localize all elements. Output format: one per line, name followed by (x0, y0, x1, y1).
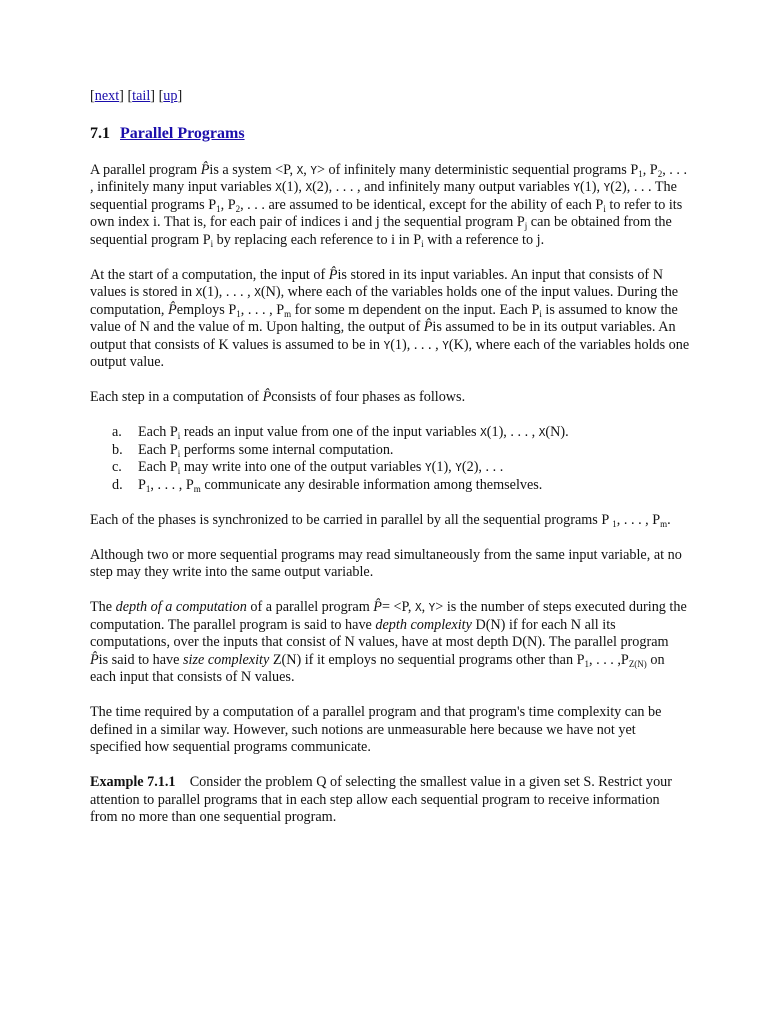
list-item: b. Each $P_i$ performs some internal computation. (112, 441, 394, 459)
paragraph-phases-intro: Each step in a computation of P̂consists of four phases as follows. (90, 389, 466, 405)
up-link[interactable]: up (163, 88, 178, 104)
document-body (90, 88, 690, 844)
example-label: Example 7.1.1 (90, 774, 176, 790)
section-title-link[interactable]: Parallel Programs (120, 124, 245, 142)
nav-separator: ] [ (150, 88, 164, 104)
phase-list (90, 424, 690, 494)
list-item: c. Each $P_i$ may write into one of the output variables Y(1), Y(2), . . . (112, 459, 504, 476)
paragraph-input-output: At the start of a computation, the input of P̂is stored in its input variables. An input that consists of N values is stored in X(1), . . . , X(N), where each of the variables holds one of the input values. During the computation, P̂employs $P_1$, . . . , $P_m$ for some m dependent on the input. Each $P_i$ is assumed to know the value of N and the value of m. Upon halting, the output of P̂is assumed to be in its output variables. An output that consists of K values is assumed to be in Y(1), . . . , Y(K), where each of the variables holds one output value. (90, 266, 690, 370)
paragraph-read-write: Although two or more sequential programs may read simultaneously from the same input variable, at no step may they write into the same output variable. (90, 546, 682, 580)
nav-bracket: ] (177, 88, 183, 104)
paragraph-time-complexity: The time required by a computation of a parallel program and that program's time complexity can be defined in a similar way. However, such notions are unmeasurable here because we have not yet specified how sequential programs communicate. (90, 704, 662, 755)
nav-bracket: [ (90, 88, 95, 104)
paragraph-definition: A parallel program P̂is a system <P, X, Y> of infinitely many deterministic sequential programs $P_1$, $P_2$, . . . , infinitely many input variables X(1), X(2), . . . , and infinitely many output variables Y(1), Y(2), . . . The sequential programs $P_1$, $P_2$, . . . are assumed to be identical, except for the ability of each $P_i$ to refer to its own index i. That is, for each pair of indices i and j the sequential program $P_j$ can be obtained from the sequential program $P_i$ by replacing each reference to i in $P_i$ with a reference to j. (90, 161, 688, 249)
section-number: 7.1 (90, 124, 110, 142)
paragraph-complexity: The depth of a computation of a parallel program P̂= <P, X, Y> is the number of steps executed during the computation. The parallel program is said to have depth complexity D(N) if for each N all its computations, over the inputs that consist of N values, have at most depth D(N). The parallel program P̂is said to have size complexity Z(N) if it employs no sequential programs other than $P_1$, . . . $,P_{Z(N)}$ on each input that consists of N values. (90, 599, 687, 685)
tail-link[interactable]: tail (132, 88, 151, 104)
list-item: d. $P_1$, . . . , $P_m$ communicate any desirable information among themselves. (112, 476, 543, 494)
nav-separator: ] [ (119, 88, 133, 104)
next-link[interactable]: next (94, 88, 120, 104)
example-paragraph: Example 7.1.1 Consider the problem Q of selecting the smallest value in a given set S. Restrict your attention to parallel programs that in each step allow each sequential program to receive information from no more than one sequential program. (90, 774, 672, 825)
paragraph-synchronization: Each of the phases is synchronized to be carried in parallel by all the sequential programs P $_1$, . . . , $P_m$. (90, 511, 671, 529)
navigation-links (90, 88, 690, 106)
list-item: a. Each $P_i$ reads an input value from one of the input variables X(1), . . . , X(N). (112, 424, 569, 441)
section-heading (90, 124, 690, 144)
